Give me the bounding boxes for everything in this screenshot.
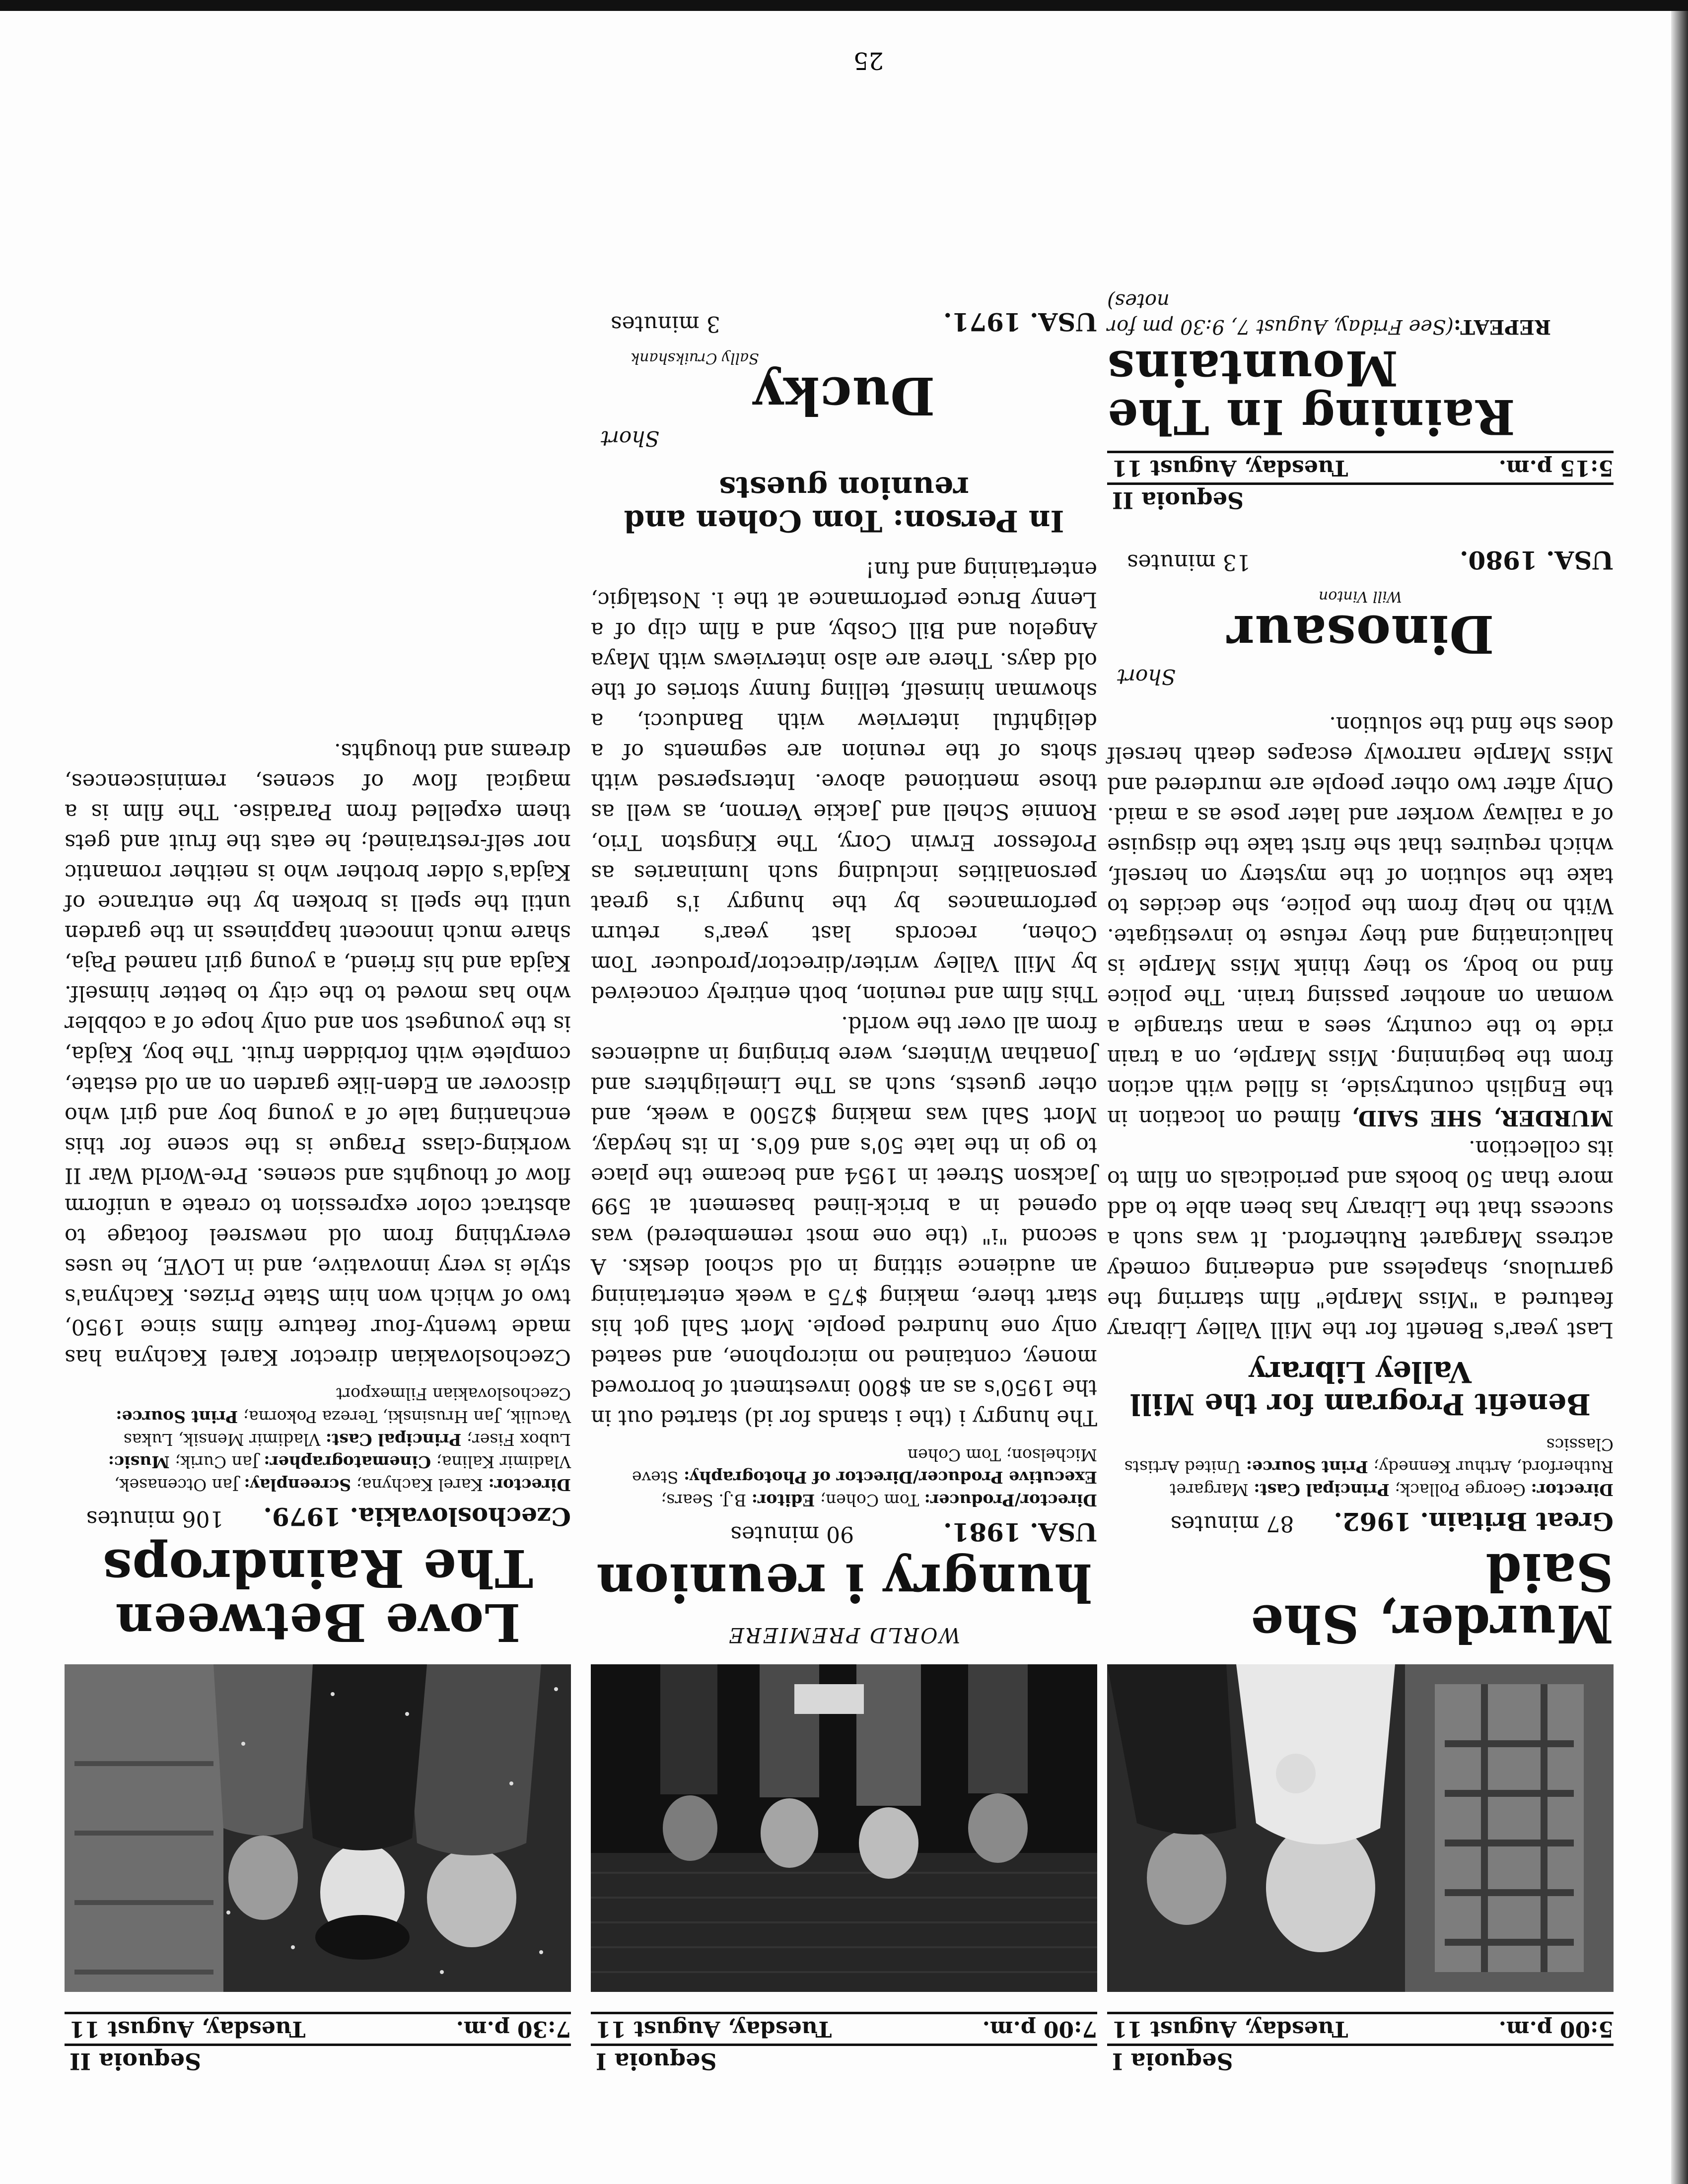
second-screening (1107, 288, 1614, 514)
column-love-between-raindrops (65, 736, 571, 2075)
description-paragraph: MURDER, SHE SAID, filmed on location in the English countryside, is filled with action from the beginning. Miss Marple, on a train ride to the country, sees a man strangle a woman on another passing train. The police find no body, so they think Miss Marple is hallucinating and they refuse to investigate. With no help from the police, she decides to take the solution of the mystery on herself, which requires that she first take the disguise of a railway worker and later pose as a maid. Only after two other people are murdered and Miss Marple narrowly escapes death herself does she find the solution. (1107, 711, 1614, 1131)
short-meta (591, 307, 1097, 337)
film-description (1107, 709, 1614, 1345)
country-year: USA. 1981. (943, 1517, 1097, 1547)
venue-label: Sequoia I (1107, 2044, 1614, 2075)
duration: 87 minutes (1170, 1511, 1294, 1536)
film-credits: Director/Producer: Tom Cohen; Editor: B.J. Sears; Executive Producer/Director of Photography: Steve Michelson; Tom Cohen (632, 1445, 1097, 1510)
scan-border (0, 0, 1688, 11)
description-paragraph: The hungry i (the i stands for id) started out in the 1950's as an $800 investment of borrowed money, contained no microphone, and seated only one hundred people. Mort Sahl got his start there, making $75 a week entertaining an audience sitting in old school desks. A second "i" (the one most remembered) was opened in a brick-lined basement at 599 Jackson Street in 1954 and became the place to go in the late 50's and 60's. In its heyday, Mort Sahl was making $2500 a week, and other guests, such as The Limelighters and Jonathan Winters, were bringing in audiences from all over the world. (591, 1011, 1097, 1431)
film-title: Love Between The Raindrops (102, 1537, 533, 1653)
film-title: hungry i reunion (596, 1552, 1092, 1613)
description-paragraph: This film and reunion, both entirely conceived by Mill Valley writer/director/producer Tom Cohen, records last year's return performances by the hungry i's great personalities including such luminaries as Professor Erwin Cory, The Kingston Trio, Ronnie Schell and Jackie Vernon, as well as those mentioned above. Interspersed with shots of the reunion are segments of a delightful interview with Banducci, a showman himself, telling funny stories of the old days. There are also interviews with Maya Angelou and Bill Cosby, and a film clip of a Lenny Bruce performance at the i. Nostalgic, entertaining and fun! (591, 557, 1097, 1006)
show-date: Tuesday, August 11 (70, 2016, 306, 2042)
description-paragraph: Last year's Benefit for the Mill Valley Library featured a "Miss Marple" film starring the garrulous, shapeless and endearing comedy actress Margaret Rutherford. It was such a success that the Library has been able to add more than 50 books and periodicals on film to its collection. (1107, 1136, 1614, 1343)
showtime-row (1107, 2012, 1614, 2044)
duration: 90 minutes (730, 1521, 854, 1547)
film-still-photo (591, 1664, 1097, 1992)
showtime-row (591, 2012, 1097, 2044)
duration: 3 minutes (611, 311, 720, 337)
film-credits: Director: George Pollack; Principal Cast: Margaret Rutherford, Arthur Kennedy; Print Source: United Artists Classics (1124, 1434, 1614, 1500)
benefit-heading: Benefit Program for the Mill Valley Library (1130, 1355, 1591, 1422)
duration: 106 minutes (86, 1505, 224, 1531)
film-title: Raining In The Mountains (1107, 340, 1515, 445)
country-year: USA. 1971. (943, 307, 1097, 337)
film-description (65, 736, 571, 1372)
column-murder-she-said (1107, 288, 1614, 2075)
page-edge-shadow (1671, 0, 1688, 2184)
short-meta (1107, 546, 1614, 575)
show-date: Tuesday, August 11 (596, 2016, 832, 2042)
film-meta (1107, 1507, 1614, 1536)
page-number: 25 (853, 47, 884, 74)
country-year: Great Britain. 1962. (1334, 1507, 1614, 1536)
venue-label: Sequoia I (591, 2044, 1097, 2075)
showtime-row (1107, 451, 1614, 482)
showtime: 7:30 p.m. (456, 2016, 571, 2042)
column-hungry-i-reunion (591, 302, 1097, 2075)
short-title: Ducky (753, 365, 935, 426)
showtime: 5:15 p.m. (1498, 455, 1614, 480)
showtime-row (65, 2012, 571, 2044)
film-still-photo (65, 1664, 571, 1992)
country-year: Czechoslovakia. 1979. (263, 1502, 571, 1531)
showtime: 7:00 p.m. (982, 2016, 1097, 2042)
film-credits: Director: Karel Kachyna; Screenplay: Jan Otcenasek, Vladimir Kalina; Cinematographer: Jan Curik; Music: Lubox Fiser; Principal Cast: Vladimir Mensik, Lukas Vaculik, Jan Hrusinski, Tereza Pokorna; Print Source: Czechoslovakian Filmexport (108, 1384, 571, 1495)
film-description (591, 554, 1097, 1433)
film-meta (65, 1502, 571, 1531)
showtime: 5:00 p.m. (1498, 2016, 1614, 2042)
show-date: Tuesday, August 11 (1112, 455, 1348, 480)
film-still-photo (1107, 1664, 1614, 1992)
venue-label: Sequoia II (1107, 482, 1614, 514)
show-date: Tuesday, August 11 (1112, 2016, 1348, 2042)
repeat-note: REPEAT:(See Friday, August 7, 9:30 pm for notes) (1107, 289, 1551, 339)
premiere-label: WORLD PREMIERE (727, 1623, 961, 1647)
venue-label: Sequoia II (65, 2044, 571, 2075)
duration: 13 minutes (1127, 549, 1251, 575)
country-year: USA. 1980. (1460, 545, 1614, 575)
film-title: Murder, She Said (1250, 1542, 1614, 1654)
description-paragraph: Czechoslovakian director Karel Kachyna has made twenty-four feature films since 1950, two of which won him State Prizes. Kachyna's style is very innovative, and in LOVE, he uses everything from old newsreel footage to abstract color expression to create a uniform flow of thoughts and scenes. Pre-World War II working-class Prague is the scene for this enchanting tale of a young boy and girl who discover an Eden-like garden on an old estate, complete with forbidden fruit. The boy, Kajda, is the youngest son and only hope of a cobbler who has moved to the city to better himself. Kajda and his friend, a young girl named Paja, share much innocent happiness in the garden until the spell is broken by the entrance of Kajda's older brother who is neither romantic nor self-restrained; he eats the fruit and gets them expelled from Paradise. The film is a magical flow of scenes, reminiscences, dreams and thoughts. (65, 739, 571, 1369)
short-label: Short (1117, 664, 1176, 689)
short-title: Dinosaur (1226, 603, 1494, 665)
film-meta (591, 1517, 1097, 1547)
short-label: Short (601, 426, 660, 451)
short-byline: Will Vinton (1318, 587, 1403, 605)
in-person-heading: In Person: Tom Cohen and reunion guests (624, 470, 1064, 539)
short-byline: Sally Cruikshank (631, 349, 759, 367)
